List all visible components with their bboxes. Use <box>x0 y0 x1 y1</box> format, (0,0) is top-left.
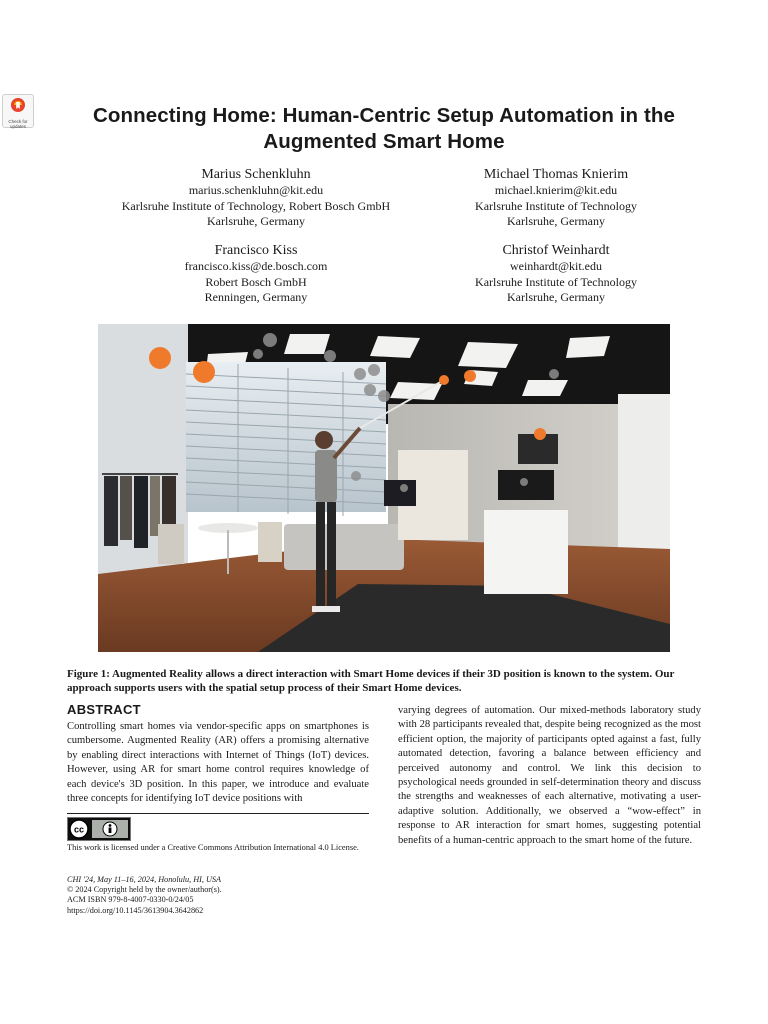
copyright-line: © 2024 Copyright held by the owner/author(s). <box>67 885 222 895</box>
author-location: Karlsruhe, Germany <box>207 214 305 228</box>
conference-info: CHI '24, May 11–16, 2024, Honolulu, HI, USA <box>67 875 221 884</box>
author-email[interactable]: francisco.kiss@de.bosch.com <box>184 259 328 273</box>
figure-photo <box>98 324 670 652</box>
abstract-text-right: varying degrees of automation. Our mixed-methods laboratory study with 28 participants revealed that, despite being recognized as the most efficient option, the majority of participants opted against a fast, fully automated detection, favoring a balance between efficiency and perceived autonomy and control. We link this decision to psychological needs grounded in self-determination theory and discuss the strengths and weaknesses of each alternative, motivating a user-adaptive solution. Additionally, we observed a “wow-effect” in response to AR interaction for smart homes, suggesting potential benefits of a human-centric approach to the smart home of the future. <box>398 705 701 846</box>
abstract-text-left: Controlling smart homes via vendor-specific apps on smartphones is cumbersome. Augmented Reality (AR) offers a promising alternative by enabling direct interactions with Internet of Things (IoT) devices. However, using AR for smart home control requires knowledge of each device's 3D position. In this paper, we introduce and evaluate three concepts for identifying IoT device positions with <box>67 721 369 805</box>
kitchen-island <box>484 510 568 594</box>
window <box>186 362 386 512</box>
tv-screen <box>384 480 416 506</box>
cc-logo-text: cc <box>73 824 85 835</box>
author-block <box>420 166 692 230</box>
sofa <box>284 524 404 570</box>
author-location: Renningen, Germany <box>204 290 308 304</box>
author-affiliation: Robert Bosch GmbH <box>205 274 307 289</box>
paper-title: Connecting Home: Human-Centric Setup Automation in the Augmented Smart Home <box>92 104 676 153</box>
cc-by-license-logo[interactable] <box>67 817 131 841</box>
author-affiliation: Karlsruhe Institute of Technology <box>475 198 637 213</box>
author-name: Christof Weinhardt <box>502 243 610 258</box>
badge-label: Check for updates <box>8 119 28 129</box>
bookmark-ribbon-icon <box>10 97 26 113</box>
author-location: Karlsruhe, Germany <box>507 214 605 228</box>
isbn-line: ACM ISBN 979-8-4007-0330-0/24/05 <box>67 895 194 905</box>
creative-commons-icon <box>68 818 130 840</box>
author-affiliation: Karlsruhe Institute of Technology <box>475 274 637 289</box>
check-for-updates-badge[interactable] <box>2 94 34 128</box>
author-name: Marius Schenkluhn <box>201 167 311 182</box>
doi-link[interactable]: https://doi.org/10.1145/3613904.3642862 <box>67 905 204 915</box>
license-text: This work is licensed under a Creative Commons Attribution International 4.0 License. <box>67 843 359 852</box>
author-email[interactable]: michael.knierim@kit.edu <box>494 183 618 197</box>
author-affiliation: Karlsruhe Institute of Technology, Robert Bosch GmbH <box>121 198 391 213</box>
author-location: Karlsruhe, Germany <box>507 290 605 304</box>
author-email[interactable]: weinhardt@kit.edu <box>509 259 603 273</box>
author-name: Michael Thomas Knierim <box>483 167 629 182</box>
abstract-heading: ABSTRACT <box>67 702 141 717</box>
author-block <box>70 242 442 306</box>
author-block <box>420 242 692 306</box>
author-email[interactable]: marius.schenkluhn@kit.edu <box>188 183 324 197</box>
publication-metadata <box>67 875 369 916</box>
footnote-rule <box>67 813 369 814</box>
author-block <box>70 166 442 230</box>
author-name: Francisco Kiss <box>214 243 298 258</box>
figure-caption: Figure 1: Augmented Reality allows a direct interaction with Smart Home devices if their 3D position is known to the system. Our approach supports users with the spatial setup process of their Smart Home devices. <box>67 668 675 694</box>
